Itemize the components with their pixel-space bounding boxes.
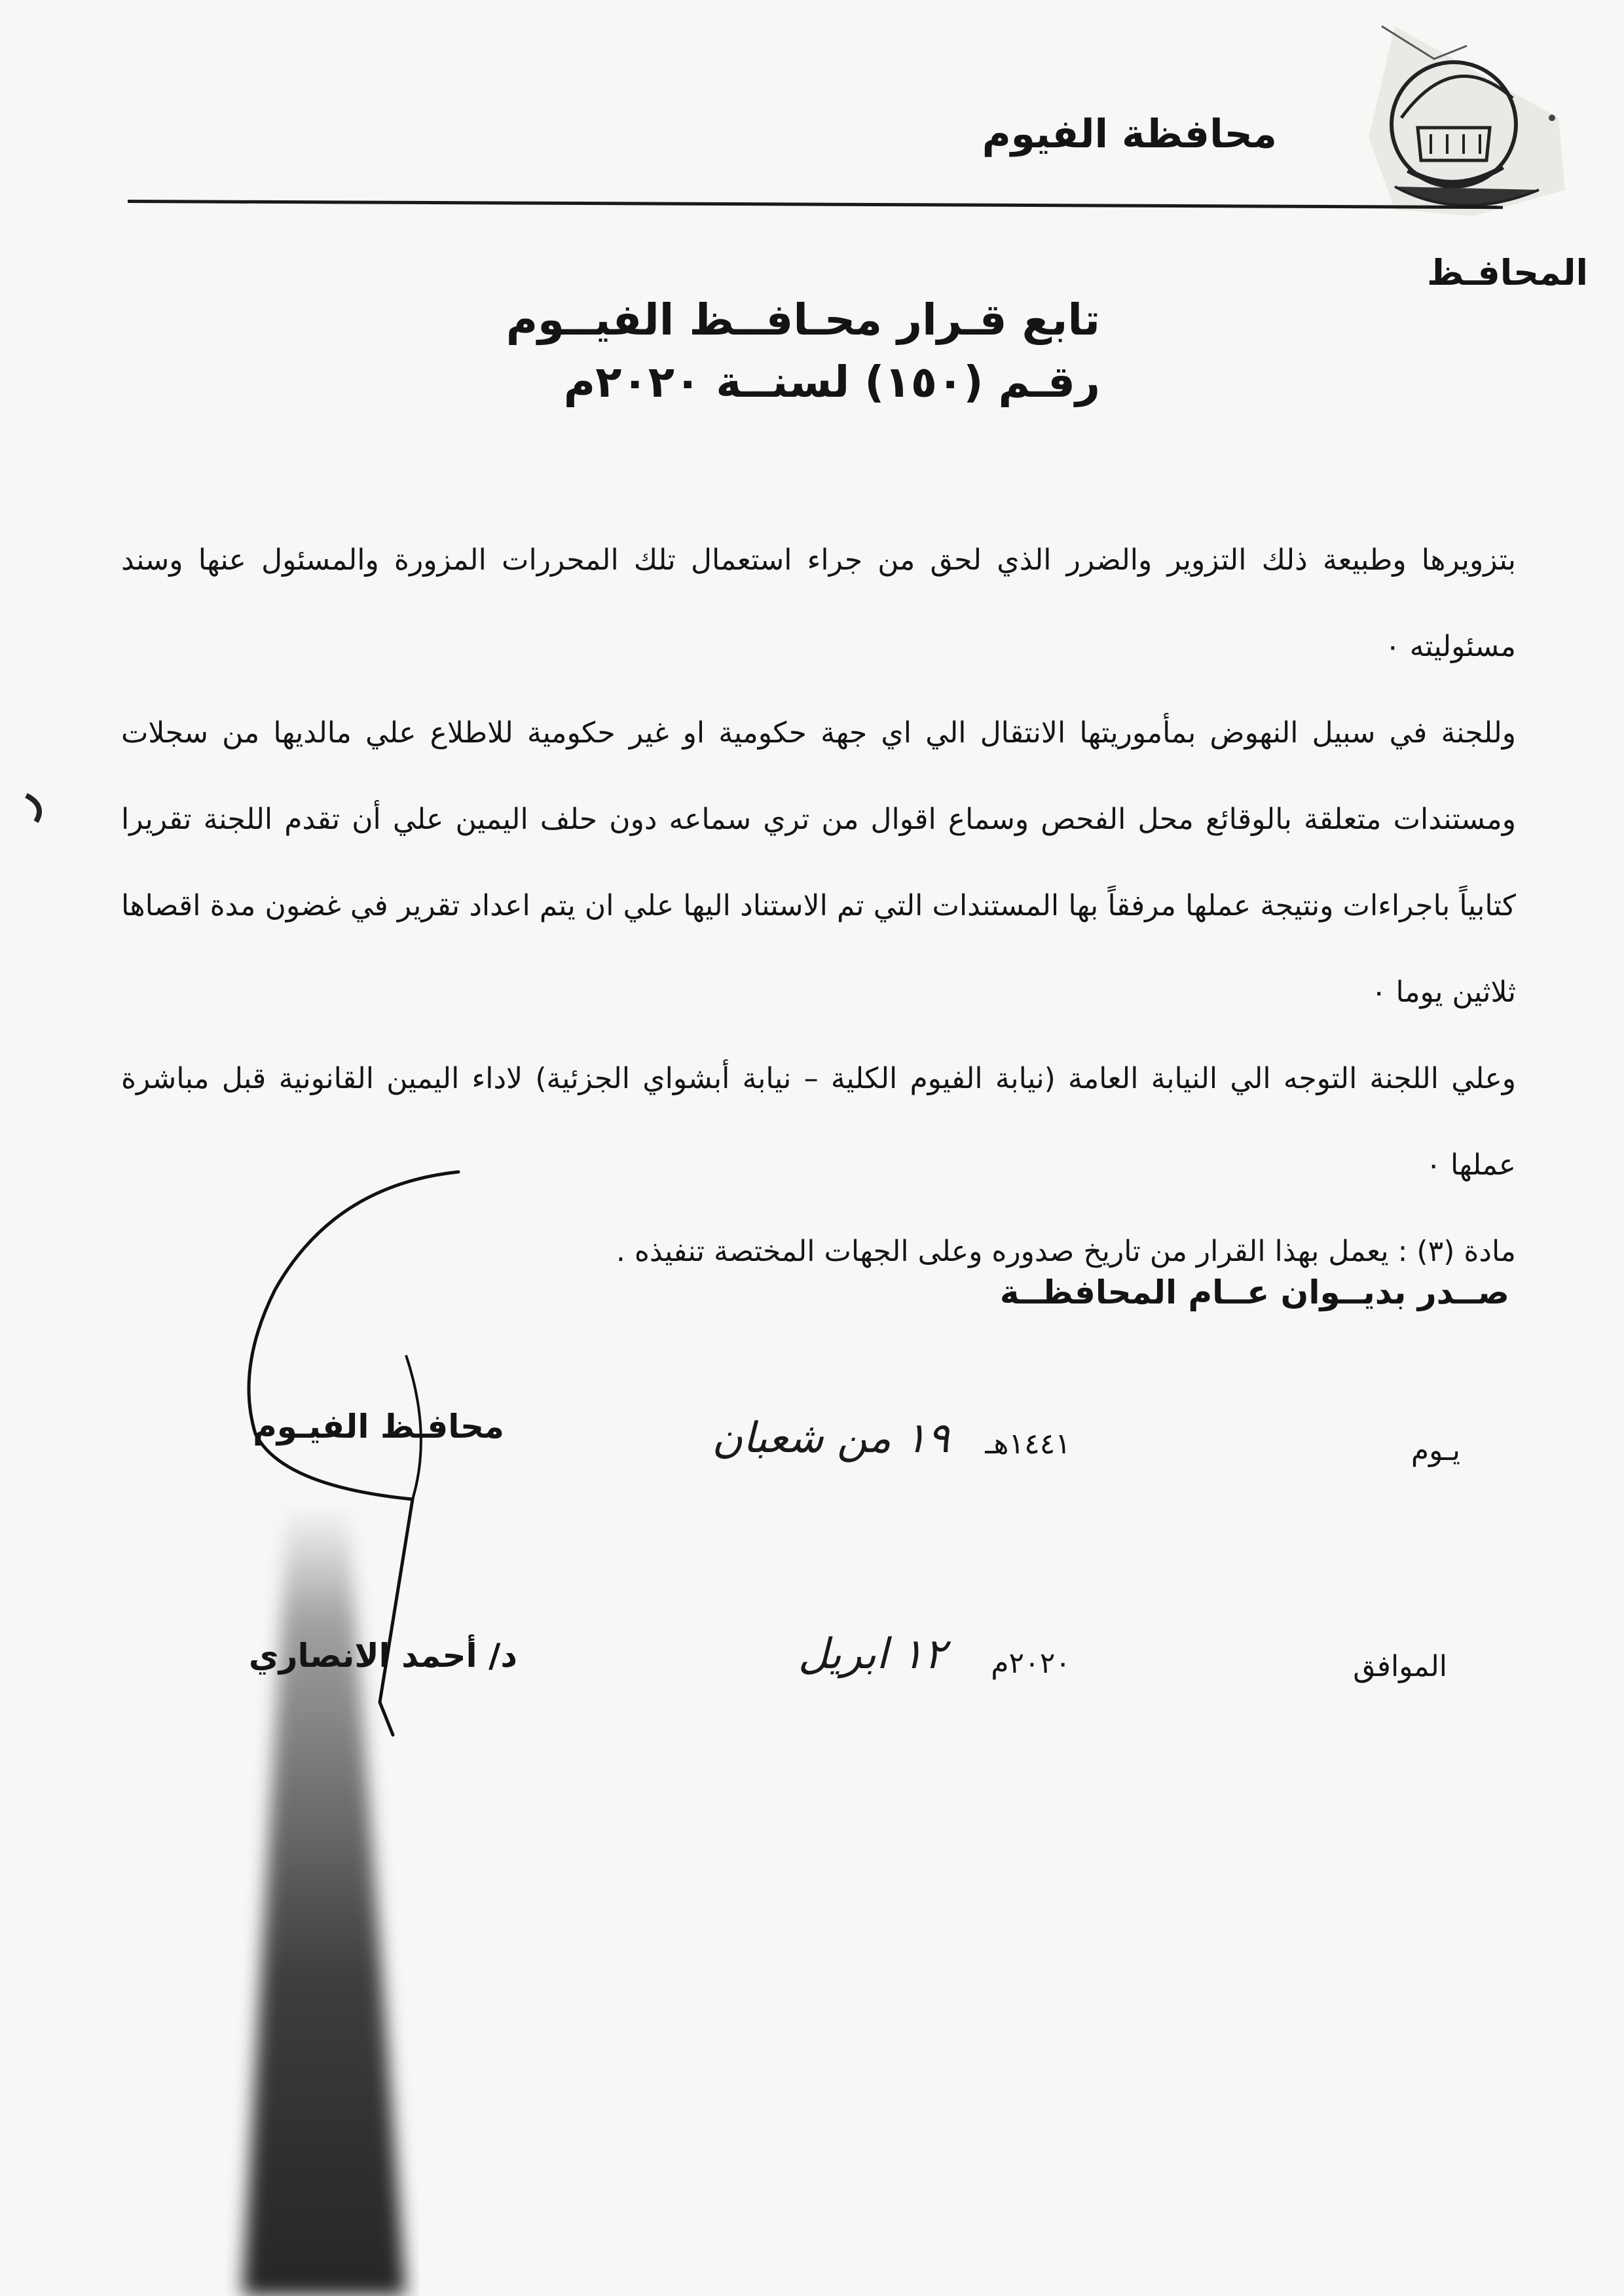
margin-mark bbox=[20, 786, 52, 831]
paragraph: بتزويرها وطبيعة ذلك التزوير والضرر الذي لحق من جراء استعمال تلك المحررات المزورة والمسئول عنها وسند مسئوليته ٠ bbox=[121, 543, 1516, 663]
gregorian-date-label: الموافق bbox=[1353, 1650, 1447, 1683]
signatory-name: د/ أحمد الانصاري bbox=[248, 1637, 517, 1675]
decree-number: رقـم (١٥٠) لسنــة ٢٠٢٠م bbox=[563, 357, 1100, 407]
governorate-name: محافظة الفيوم bbox=[982, 111, 1277, 157]
gregorian-date-handwritten: ١٢ ابريل bbox=[798, 1630, 946, 1679]
gregorian-year: ٢٠٢٠م bbox=[991, 1647, 1071, 1680]
header-divider bbox=[128, 200, 1503, 209]
issued-line: صــدر بديــوان عــام المحافظــة bbox=[999, 1273, 1509, 1311]
paragraph: وللجنة في سبيل النهوض بمأموريتها الانتقال الي اي جهة حكومية او غير حكومية للاطلاع علي مالديها من سجلات ومستندات متعلقة بالوقائع محل الفحص وسماع اقوال من تري سماعه دون حلف اليمين علي أن تقدم اللجنة تقريرا كتابياً باجراءات ونتيجة عملها مرفقاً بها المستندات التي تم الاستناد اليها علي ان يتم اعداد تقرير في غضون مدة اقصاها ثلاثين يوما ٠ bbox=[121, 716, 1516, 1009]
signatory-title: محافـظ الفيـوم bbox=[253, 1408, 504, 1446]
hijri-year: ١٤٤١هـ bbox=[985, 1427, 1071, 1461]
hijri-date-label: يـوم bbox=[1411, 1434, 1460, 1467]
hijri-date-handwritten: ١٩ من شعبان bbox=[712, 1414, 950, 1463]
handwritten-signature bbox=[216, 1159, 557, 1748]
governorate-emblem bbox=[1356, 20, 1572, 229]
office-label: المحافـظ bbox=[1427, 252, 1588, 293]
paragraph: وعلي اللجنة التوجه الي النيابة العامة (نيابة الفيوم الكلية – نيابة أبشواي الجزئية) لاداء اليمين القانونية قبل مباشرة عملها ٠ bbox=[121, 1062, 1516, 1182]
article-3: مادة (٣) : يعمل بهذا القرار من تاريخ صدوره وعلى الجهات المختصة تنفيذه . bbox=[616, 1235, 1516, 1268]
decree-title: تابع قـرار محـافــظ الفيــوم bbox=[506, 295, 1100, 345]
